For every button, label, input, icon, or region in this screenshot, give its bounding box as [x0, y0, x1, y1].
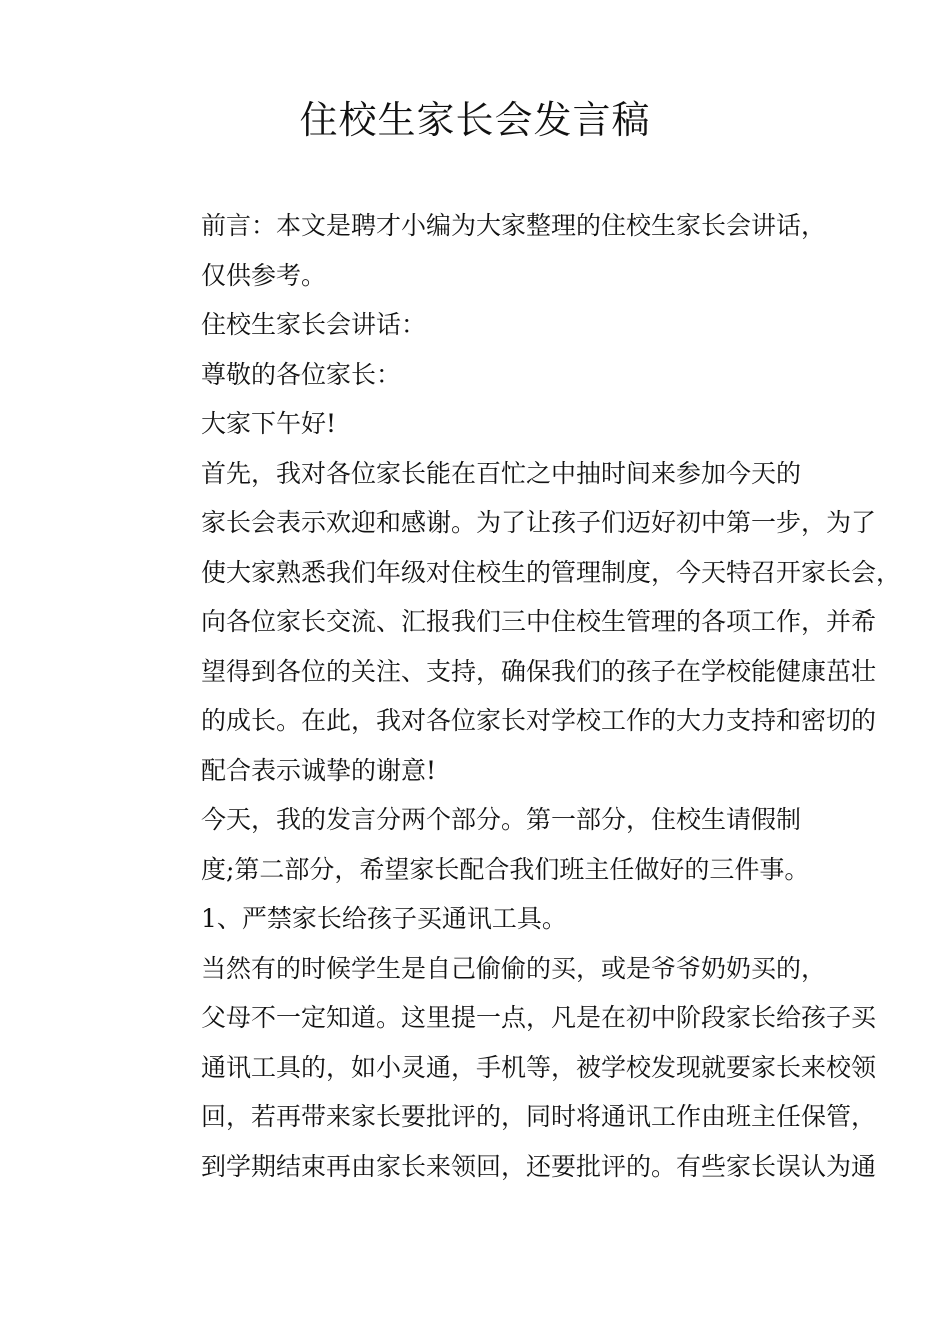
paragraph-opening: [137, 449, 902, 796]
text-line: 尊敬的各位家长：: [201, 359, 402, 389]
paragraph-greeting: [137, 399, 857, 449]
text-line: 仅供参考。: [201, 260, 327, 290]
text-line: 当然有的时候学生是自己偷偷的买，或是爷爷奶奶买的，: [201, 953, 827, 983]
text-line: 回，若再带来家长要批评的，同时将通讯工作由班主任保管，: [201, 1102, 877, 1131]
text-line: 父母不一定知道。这里提一点，凡是在初中阶段家长给孩子买: [201, 1003, 877, 1032]
text-line: 通讯工具的，如小灵通，手机等，被学校发现就要家长来校领: [201, 1052, 877, 1082]
text-line: 望得到各位的关注、支持，确保我们的孩子在学校能健康茁壮: [201, 656, 877, 686]
text-line: 今天，我的发言分两个部分。第一部分，住校生请假制: [201, 805, 802, 834]
text-line: 大家下午好!: [201, 409, 337, 438]
paragraph-item-1-detail: [137, 944, 877, 1192]
paragraph-outline: [137, 795, 857, 894]
text-line: 度;第二部分，希望家长配合我们班主任做好的三件事。: [201, 854, 810, 884]
text-line: 到学期结束再由家长来领回，还要批评的。有些家长误认为通: [201, 1151, 877, 1181]
text-line: 首先，我对各位家长能在百忙之中抽时间来参加今天的: [201, 458, 802, 488]
text-line: 配合表示诚挚的谢意!: [201, 755, 437, 785]
document-body: [137, 201, 902, 1191]
paragraph-speech-heading: [137, 300, 857, 350]
paragraph-item-1: [137, 894, 857, 944]
text-line: 1、严禁家长给孩子买通讯工具。: [201, 904, 567, 933]
text-line: 向各位家长交流、汇报我们三中住校生管理的各项工作，并希: [201, 607, 877, 636]
paragraph-preface: [137, 201, 857, 300]
text-line: 家长会表示欢迎和感谢。为了让孩子们迈好初中第一步，为了: [201, 508, 877, 537]
text-line: 住校生家长会讲话：: [201, 310, 427, 339]
text-line: 前言：本文是聘才小编为大家整理的住校生家长会讲话，: [201, 211, 827, 240]
document-title: 住校生家长会发言稿: [299, 98, 651, 142]
text-line: 使大家熟悉我们年级对住校生的管理制度，今天特召开家长会，: [201, 557, 902, 587]
paragraph-salutation: [137, 350, 857, 400]
text-line: 的成长。在此，我对各位家长对学校工作的大力支持和密切的: [201, 706, 877, 735]
